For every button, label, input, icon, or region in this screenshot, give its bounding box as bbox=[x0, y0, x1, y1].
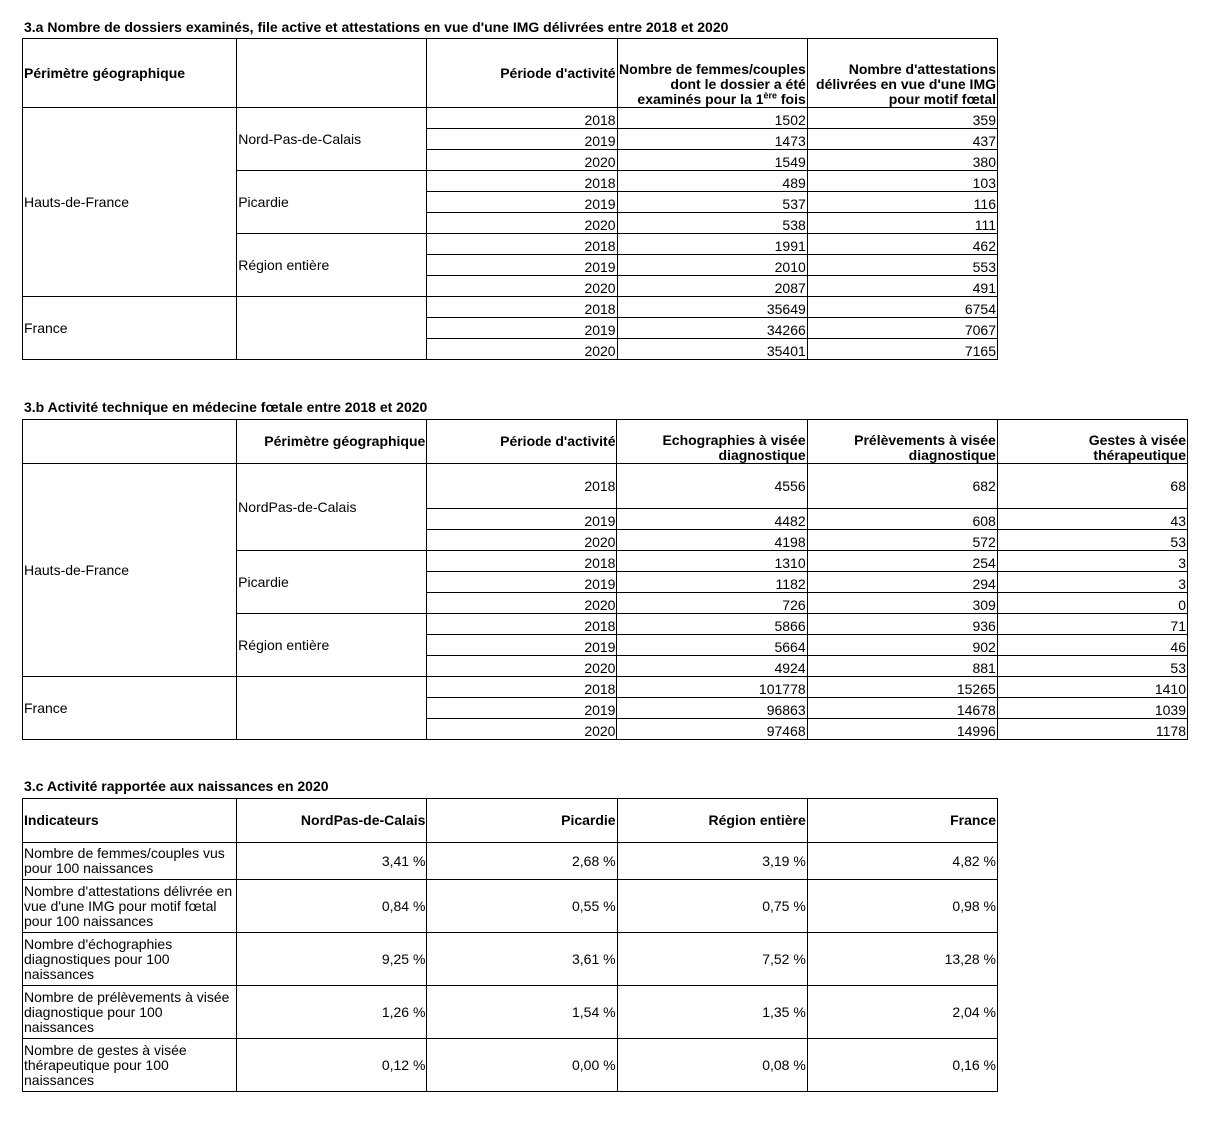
indicator-row bbox=[23, 986, 998, 1039]
header-attestations: Nombre d'attestations délivrées en vue d'une IMG pour motif fœtal bbox=[807, 39, 997, 108]
year-cell: 2019 bbox=[427, 318, 617, 339]
indicator-row bbox=[23, 880, 998, 933]
header-region: Région entière bbox=[617, 799, 807, 843]
indicator-label: Nombre de femmes/couples vus pour 100 naissances bbox=[23, 843, 237, 880]
attestations-cell: 380 bbox=[807, 150, 997, 171]
year-cell: 2020 bbox=[427, 150, 617, 171]
year-cell: 2020 bbox=[427, 530, 617, 551]
header-periode: Période d'activité bbox=[427, 420, 617, 464]
year-cell: 2020 bbox=[427, 593, 617, 614]
header-dossiers-superscript: ère bbox=[763, 90, 777, 101]
table-row bbox=[23, 464, 1188, 509]
subregion-label-picardie: Picardie bbox=[237, 551, 427, 614]
echographies-cell: 101778 bbox=[617, 677, 807, 698]
region-label-hdf: Hauts-de-France bbox=[23, 108, 237, 297]
header-empty bbox=[23, 420, 237, 464]
subregion-label-picardie: Picardie bbox=[237, 171, 427, 234]
echographies-cell: 97468 bbox=[617, 719, 807, 740]
npdc-cell: 3,41 % bbox=[237, 843, 427, 880]
year-cell: 2019 bbox=[427, 192, 617, 213]
indicator-label: Nombre d'attestations délivrée en vue d'une IMG pour motif fœtal pour 100 naissances bbox=[23, 880, 237, 933]
subregion-empty bbox=[237, 677, 427, 740]
prelevements-cell: 254 bbox=[807, 551, 997, 572]
gestes-cell: 53 bbox=[997, 656, 1187, 677]
echographies-cell: 5866 bbox=[617, 614, 807, 635]
year-cell: 2018 bbox=[427, 614, 617, 635]
gestes-cell: 3 bbox=[997, 551, 1187, 572]
prelevements-cell: 294 bbox=[807, 572, 997, 593]
echographies-cell: 1310 bbox=[617, 551, 807, 572]
region-cell: 0,08 % bbox=[617, 1039, 807, 1092]
france-cell: 4,82 % bbox=[807, 843, 997, 880]
table-body bbox=[23, 464, 1188, 740]
prelevements-cell: 15265 bbox=[807, 677, 997, 698]
year-cell: 2018 bbox=[427, 677, 617, 698]
echographies-cell: 726 bbox=[617, 593, 807, 614]
picardie-cell: 0,55 % bbox=[427, 880, 617, 933]
subregion-label-npdc: Nord-Pas-de-Calais bbox=[237, 108, 427, 171]
region-label-france: France bbox=[23, 677, 237, 740]
region-cell: 7,52 % bbox=[617, 933, 807, 986]
dossiers-cell: 35649 bbox=[617, 297, 807, 318]
picardie-cell: 1,54 % bbox=[427, 986, 617, 1039]
year-cell: 2018 bbox=[427, 234, 617, 255]
dossiers-cell: 1473 bbox=[617, 129, 807, 150]
table-body bbox=[23, 108, 998, 360]
table-header-row bbox=[23, 420, 1188, 464]
header-prelevements: Prélèvements à visée diagnostique bbox=[807, 420, 997, 464]
header-empty bbox=[237, 39, 427, 108]
dossiers-cell: 34266 bbox=[617, 318, 807, 339]
dossiers-cell: 1502 bbox=[617, 108, 807, 129]
attestations-cell: 553 bbox=[807, 255, 997, 276]
year-cell: 2020 bbox=[427, 656, 617, 677]
prelevements-cell: 902 bbox=[807, 635, 997, 656]
dossiers-cell: 1549 bbox=[617, 150, 807, 171]
table-body bbox=[23, 843, 998, 1092]
npdc-cell: 0,84 % bbox=[237, 880, 427, 933]
attestations-cell: 7067 bbox=[807, 318, 997, 339]
header-picardie: Picardie bbox=[427, 799, 617, 843]
picardie-cell: 2,68 % bbox=[427, 843, 617, 880]
dossiers-cell: 1991 bbox=[617, 234, 807, 255]
gestes-cell: 0 bbox=[997, 593, 1187, 614]
table-activite-technique bbox=[22, 419, 1188, 740]
header-npdc: NordPas-de-Calais bbox=[237, 799, 427, 843]
table-activite-naissances bbox=[22, 798, 998, 1092]
subregion-empty bbox=[237, 297, 427, 360]
attestations-cell: 359 bbox=[807, 108, 997, 129]
year-cell: 2020 bbox=[427, 213, 617, 234]
indicator-row bbox=[23, 933, 998, 986]
attestations-cell: 111 bbox=[807, 213, 997, 234]
table-row bbox=[23, 297, 998, 318]
indicator-label: Nombre d'échographies diagnostiques pour 100 naissances bbox=[23, 933, 237, 986]
header-france: France bbox=[807, 799, 997, 843]
section-b-title: 3.b Activité technique en médecine fœtale entre 2018 et 2020 bbox=[24, 399, 428, 415]
indicator-label: Nombre de gestes à visée thérapeutique pour 100 naissances bbox=[23, 1039, 237, 1092]
gestes-cell: 71 bbox=[997, 614, 1187, 635]
prelevements-cell: 936 bbox=[807, 614, 997, 635]
year-cell: 2020 bbox=[427, 276, 617, 297]
dossiers-cell: 35401 bbox=[617, 339, 807, 360]
attestations-cell: 6754 bbox=[807, 297, 997, 318]
year-cell: 2018 bbox=[427, 464, 617, 509]
npdc-cell: 1,26 % bbox=[237, 986, 427, 1039]
attestations-cell: 491 bbox=[807, 276, 997, 297]
header-dossiers-suffix: fois bbox=[777, 91, 806, 107]
region-cell: 1,35 % bbox=[617, 986, 807, 1039]
indicator-row bbox=[23, 843, 998, 880]
header-perimetre: Périmètre géographique bbox=[237, 420, 427, 464]
header-indicateurs: Indicateurs bbox=[23, 799, 237, 843]
france-cell: 13,28 % bbox=[807, 933, 997, 986]
dossiers-cell: 2087 bbox=[617, 276, 807, 297]
region-cell: 0,75 % bbox=[617, 880, 807, 933]
year-cell: 2019 bbox=[427, 255, 617, 276]
echographies-cell: 4924 bbox=[617, 656, 807, 677]
year-cell: 2018 bbox=[427, 108, 617, 129]
gestes-cell: 1178 bbox=[997, 719, 1187, 740]
echographies-cell: 4198 bbox=[617, 530, 807, 551]
gestes-cell: 1410 bbox=[997, 677, 1187, 698]
echographies-cell: 5664 bbox=[617, 635, 807, 656]
picardie-cell: 0,00 % bbox=[427, 1039, 617, 1092]
echographies-cell: 4482 bbox=[617, 509, 807, 530]
header-echographies: Echographies à visée diagnostique bbox=[617, 420, 807, 464]
france-cell: 0,98 % bbox=[807, 880, 997, 933]
attestations-cell: 462 bbox=[807, 234, 997, 255]
npdc-cell: 9,25 % bbox=[237, 933, 427, 986]
picardie-cell: 3,61 % bbox=[427, 933, 617, 986]
table-header-row bbox=[23, 39, 998, 108]
header-dossiers-text: Nombre de femmes/couples dont le dossier a été examinés pour la 1 bbox=[619, 61, 806, 107]
region-label-france: France bbox=[23, 297, 237, 360]
year-cell: 2019 bbox=[427, 698, 617, 719]
indicator-label: Nombre de prélèvements à visée diagnostique pour 100 naissances bbox=[23, 986, 237, 1039]
year-cell: 2018 bbox=[427, 297, 617, 318]
gestes-cell: 53 bbox=[997, 530, 1187, 551]
subregion-label-npdc: NordPas-de-Calais bbox=[237, 464, 427, 551]
indicator-row bbox=[23, 1039, 998, 1092]
table-row bbox=[23, 677, 1188, 698]
header-perimetre: Périmètre géographique bbox=[23, 39, 237, 108]
section-a-title: 3.a Nombre de dossiers examinés, file active et attestations en vue d'une IMG délivrées entre 2018 et 2020 bbox=[24, 19, 729, 35]
prelevements-cell: 881 bbox=[807, 656, 997, 677]
gestes-cell: 46 bbox=[997, 635, 1187, 656]
table-row bbox=[23, 108, 998, 129]
prelevements-cell: 608 bbox=[807, 509, 997, 530]
echographies-cell: 96863 bbox=[617, 698, 807, 719]
year-cell: 2018 bbox=[427, 171, 617, 192]
year-cell: 2019 bbox=[427, 572, 617, 593]
year-cell: 2018 bbox=[427, 551, 617, 572]
table-header-row bbox=[23, 799, 998, 843]
echographies-cell: 4556 bbox=[617, 464, 807, 509]
france-cell: 2,04 % bbox=[807, 986, 997, 1039]
france-cell: 0,16 % bbox=[807, 1039, 997, 1092]
gestes-cell: 1039 bbox=[997, 698, 1187, 719]
npdc-cell: 0,12 % bbox=[237, 1039, 427, 1092]
region-label-hdf: Hauts-de-France bbox=[23, 464, 237, 677]
dossiers-cell: 537 bbox=[617, 192, 807, 213]
section-c-title: 3.c Activité rapportée aux naissances en 2020 bbox=[24, 778, 329, 794]
year-cell: 2020 bbox=[427, 719, 617, 740]
year-cell: 2020 bbox=[427, 339, 617, 360]
header-gestes: Gestes à visée thérapeutique bbox=[997, 420, 1187, 464]
header-dossiers bbox=[617, 39, 807, 108]
attestations-cell: 103 bbox=[807, 171, 997, 192]
year-cell: 2019 bbox=[427, 509, 617, 530]
echographies-cell: 1182 bbox=[617, 572, 807, 593]
dossiers-cell: 2010 bbox=[617, 255, 807, 276]
subregion-label-region: Région entière bbox=[237, 234, 427, 297]
attestations-cell: 116 bbox=[807, 192, 997, 213]
gestes-cell: 68 bbox=[997, 464, 1187, 509]
subregion-label-region: Région entière bbox=[237, 614, 427, 677]
prelevements-cell: 14678 bbox=[807, 698, 997, 719]
prelevements-cell: 309 bbox=[807, 593, 997, 614]
year-cell: 2019 bbox=[427, 129, 617, 150]
prelevements-cell: 14996 bbox=[807, 719, 997, 740]
dossiers-cell: 538 bbox=[617, 213, 807, 234]
table-dossiers-attestations bbox=[22, 38, 998, 360]
gestes-cell: 3 bbox=[997, 572, 1187, 593]
header-periode: Période d'activité bbox=[427, 39, 617, 108]
gestes-cell: 43 bbox=[997, 509, 1187, 530]
prelevements-cell: 572 bbox=[807, 530, 997, 551]
attestations-cell: 7165 bbox=[807, 339, 997, 360]
year-cell: 2019 bbox=[427, 635, 617, 656]
attestations-cell: 437 bbox=[807, 129, 997, 150]
dossiers-cell: 489 bbox=[617, 171, 807, 192]
prelevements-cell: 682 bbox=[807, 464, 997, 509]
region-cell: 3,19 % bbox=[617, 843, 807, 880]
